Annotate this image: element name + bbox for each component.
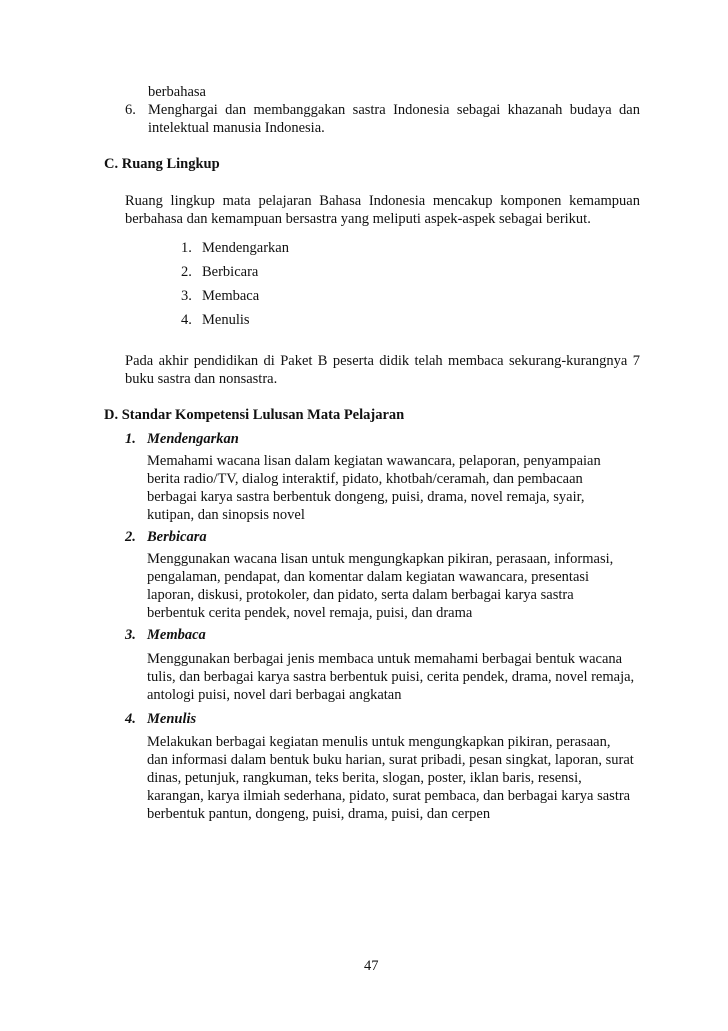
scope-list-number: 3. bbox=[181, 288, 192, 304]
competency-text-line: antologi puisi, novel dari berbagai angkatan bbox=[147, 687, 402, 703]
section-c-closing-line1: Pada akhir pendidikan di Paket B peserta didik telah membaca sekurang-kurangnya 7 bbox=[125, 353, 640, 369]
competency-title: Berbicara bbox=[147, 529, 207, 545]
scope-list-item: Menulis bbox=[202, 312, 250, 328]
list-item-6-line2: intelektual manusia Indonesia. bbox=[148, 120, 325, 136]
competency-title: Menulis bbox=[147, 711, 197, 727]
competency-text-line: pengalaman, pendapat, dan komentar dalam kegiatan wawancara, presentasi bbox=[147, 569, 590, 585]
competency-number: 1. bbox=[125, 431, 136, 447]
competency-number: 4. bbox=[125, 711, 136, 727]
scope-list-number: 4. bbox=[181, 312, 192, 328]
page-number: 47 bbox=[364, 958, 379, 974]
section-c-paragraph-line1: Ruang lingkup mata pelajaran Bahasa Indonesia mencakup komponen kemampuan bbox=[125, 193, 640, 209]
competency-text-line: dinas, petunjuk, rangkuman, teks berita, slogan, poster, iklan baris, resensi, bbox=[147, 770, 582, 786]
section-c-paragraph-line2: berbahasa dan kemampuan bersastra yang meliputi aspek-aspek sebagai berikut. bbox=[125, 211, 591, 227]
list-item-6-line1: Menghargai dan membanggakan sastra Indonesia sebagai khazanah budaya dan bbox=[148, 102, 640, 118]
competency-number: 3. bbox=[125, 627, 136, 643]
section-c-heading: C. Ruang Lingkup bbox=[104, 156, 220, 172]
competency-text-line: berbentuk cerita pendek, novel remaja, puisi, dan drama bbox=[147, 605, 473, 621]
competency-text-line: berbagai karya sastra berbentuk dongeng, puisi, drama, novel remaja, syair, bbox=[147, 489, 585, 505]
list-number-6: 6. bbox=[125, 102, 136, 118]
competency-text-line: Memahami wacana lisan dalam kegiatan wawancara, pelaporan, penyampaian bbox=[147, 453, 601, 469]
continued-text: berbahasa bbox=[148, 84, 206, 100]
section-d-heading: D. Standar Kompetensi Lulusan Mata Pelajaran bbox=[104, 407, 405, 423]
scope-list-item: Berbicara bbox=[202, 264, 259, 280]
competency-text-line: tulis, dan berbagai karya sastra berbentuk puisi, cerita pendek, drama, novel remaja, bbox=[147, 669, 635, 685]
competency-text-line: kutipan, dan sinopsis novel bbox=[147, 507, 305, 523]
competency-text-line: Melakukan berbagai kegiatan menulis untuk mengungkapkan pikiran, perasaan, bbox=[147, 734, 611, 750]
scope-list-item: Mendengarkan bbox=[202, 240, 289, 256]
scope-list-item: Membaca bbox=[202, 288, 260, 304]
competency-text-line: laporan, diskusi, protokoler, dan pidato, serta dalam berbagai karya sastra bbox=[147, 587, 574, 603]
competency-text-line: dan informasi dalam bentuk buku harian, surat pribadi, pesan singkat, laporan, surat bbox=[147, 752, 634, 768]
section-c-closing-line2: buku sastra dan nonsastra. bbox=[125, 371, 278, 387]
scope-list-number: 1. bbox=[181, 240, 192, 256]
competency-title: Membaca bbox=[147, 627, 206, 643]
competency-title: Mendengarkan bbox=[147, 431, 239, 447]
competency-text-line: berita radio/TV, dialog interaktif, pidato, khotbah/ceramah, dan pembacaan bbox=[147, 471, 583, 487]
competency-text-line: karangan, karya ilmiah sederhana, pidato, surat pembaca, dan berbagai karya sastra bbox=[147, 788, 631, 804]
scope-list-number: 2. bbox=[181, 264, 192, 280]
competency-text-line: berbentuk pantun, dongeng, puisi, drama, puisi, dan cerpen bbox=[147, 806, 491, 822]
competency-text-line: Menggunakan wacana lisan untuk mengungkapkan pikiran, perasaan, informasi, bbox=[147, 551, 614, 567]
competency-text-line: Menggunakan berbagai jenis membaca untuk memahami berbagai bentuk wacana bbox=[147, 651, 623, 667]
competency-number: 2. bbox=[125, 529, 136, 545]
